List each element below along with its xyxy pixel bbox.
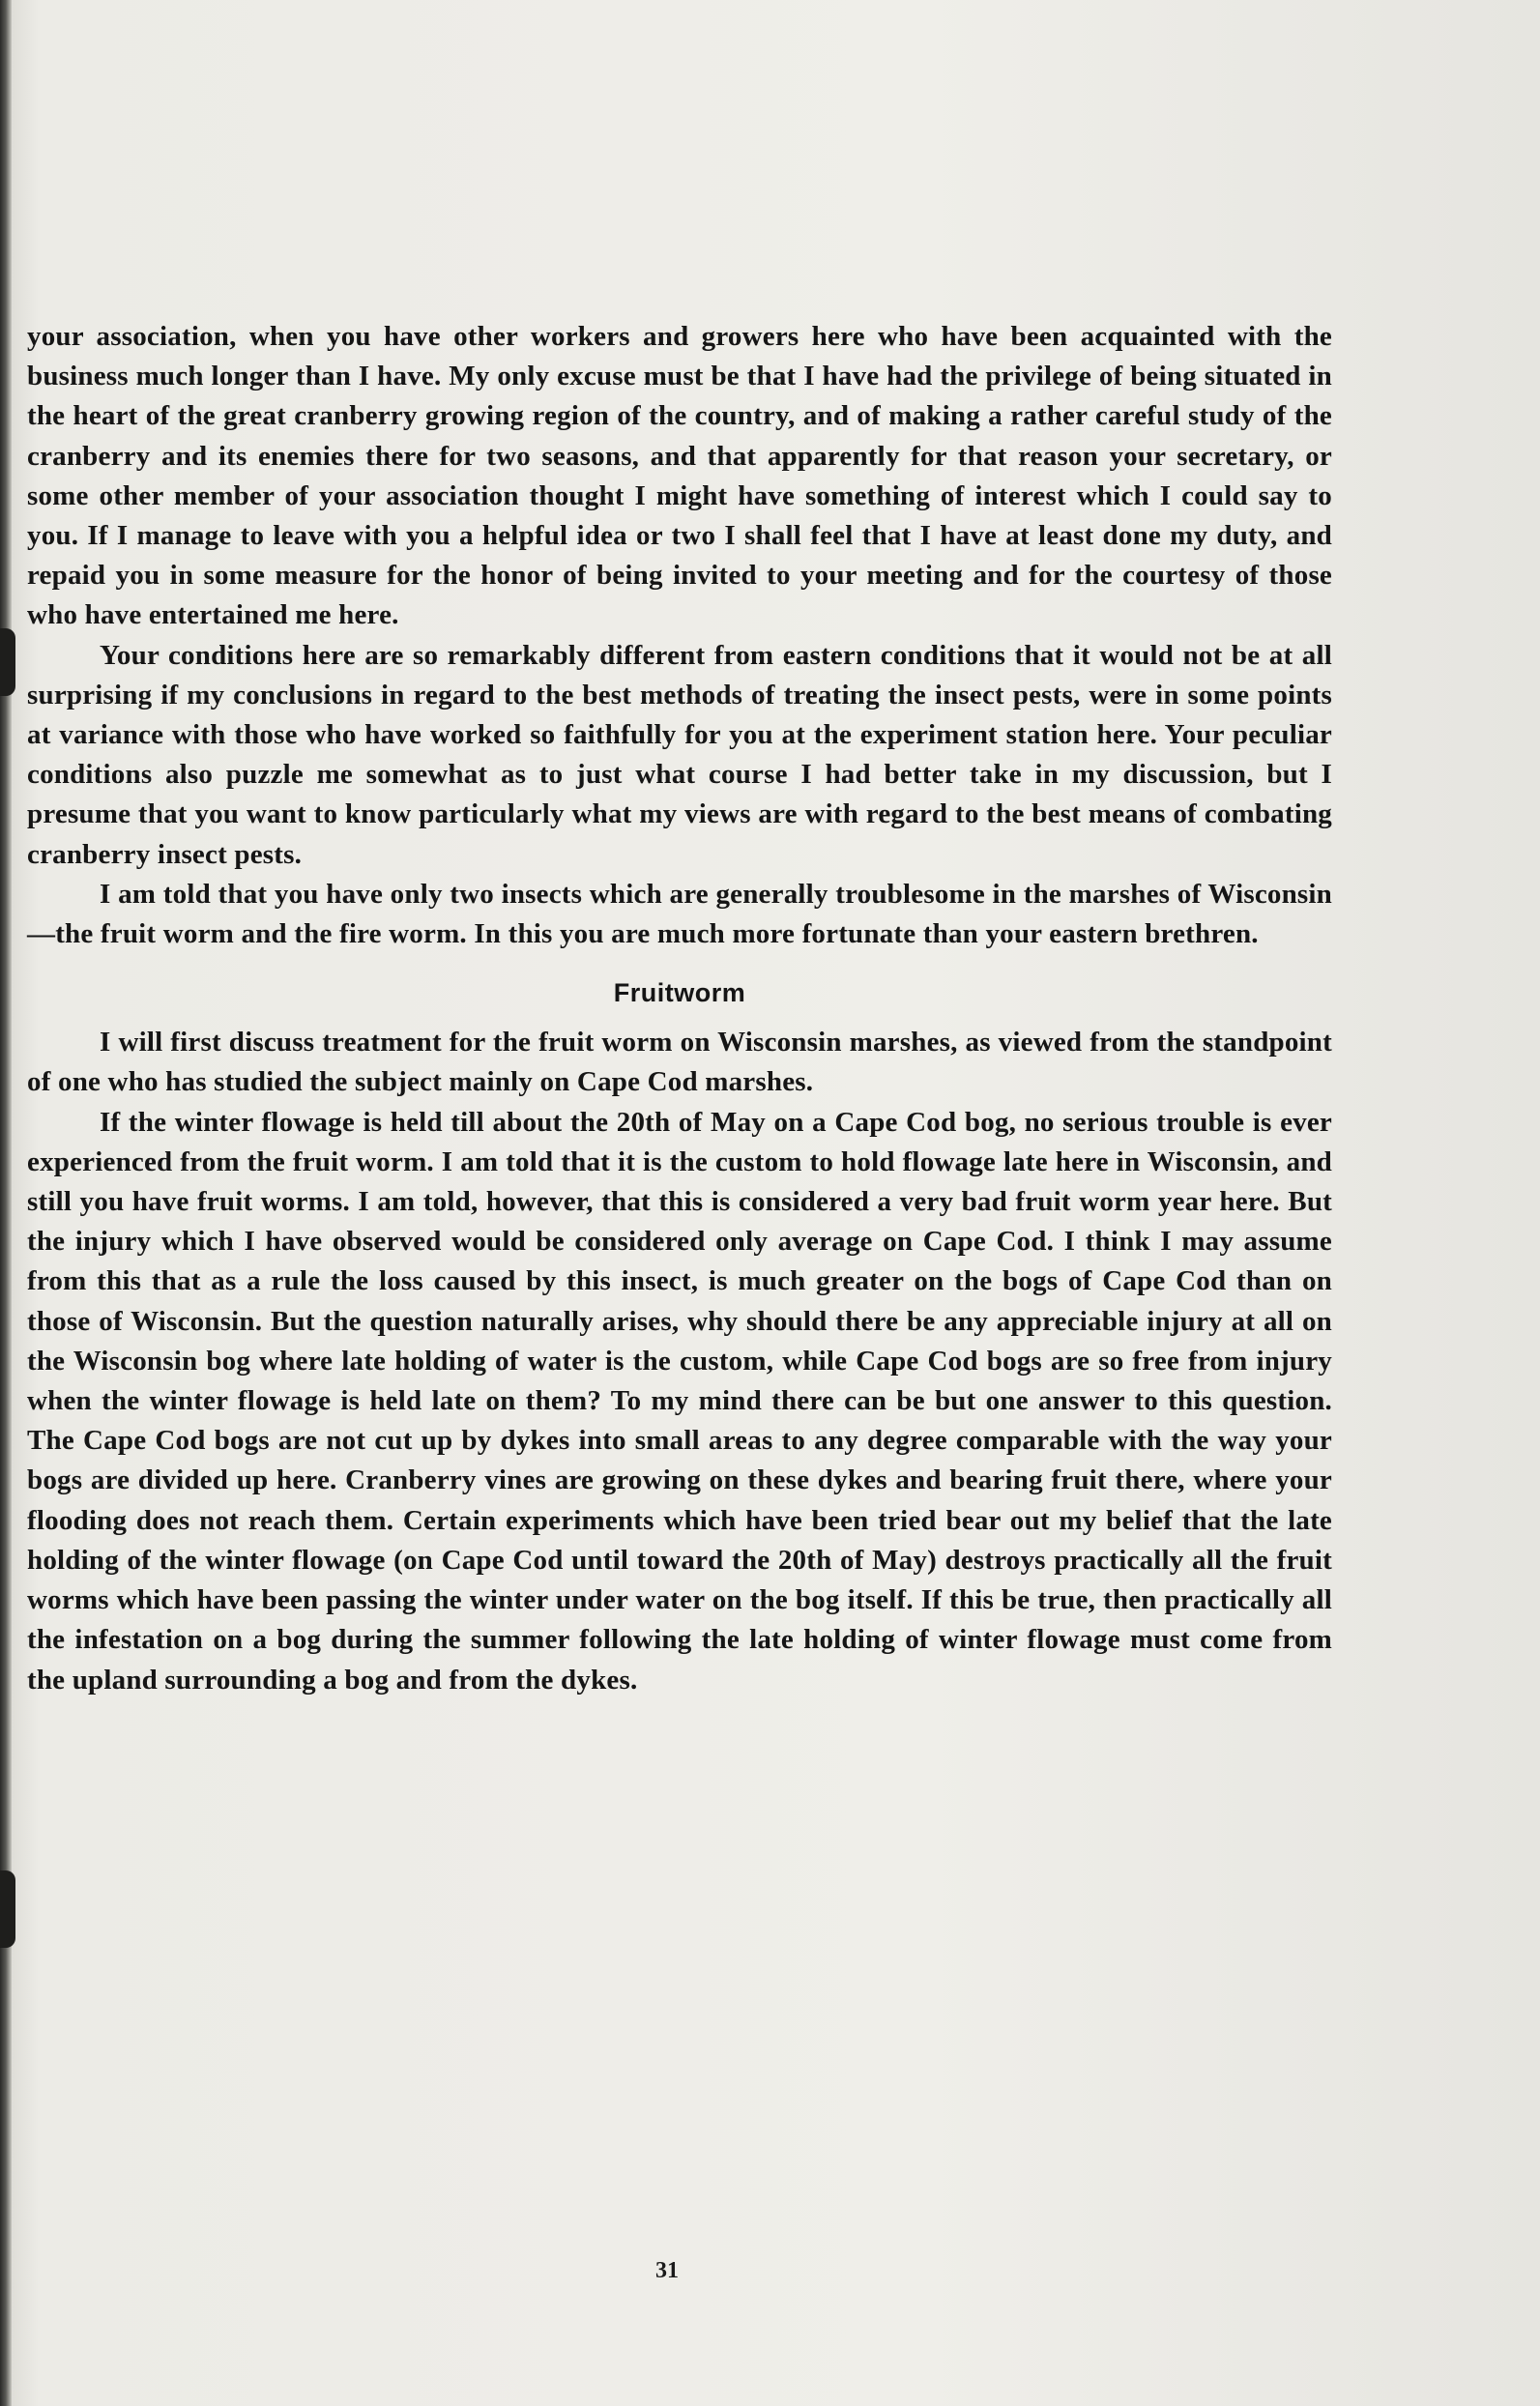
paragraph-intro-continuation: your association, when you have other workers and growers here who have been acquainted with the business much longer than I have. My only excuse must be that I have had the privilege of being situated in the heart of the great cranberry growing region of the country, and of making a rather careful study of the cranberry and its enemies there for two seasons, and that apparently for that reason your secretary, or some other member of your association thought I might have something of interest which I could say to you. If I manage to leave with you a helpful idea or two I shall feel that I have at least done my duty, and repaid you in some measure for the honor of being invited to your meeting and for the courtesy of those who have entertained me here.	[27, 321, 1332, 631]
page-binding-edge	[0, 0, 12, 2406]
paragraph-fruitworm-intro: I will first discuss treatment for the fruit worm on Wisconsin marshes, as viewed from the standpoint of one who has studied the subject mainly on Cape Cod marshes.	[27, 1027, 1332, 1098]
paragraph-conditions: Your conditions here are so remarkably different from eastern conditions that it would not be at all surprising if my conclusions in regard to the best methods of treating the insect pests, were in some points at variance with those who have worked so faithfully for you at the experiment station here. Your peculiar conditions also puzzle me somewhat as to just what course I had better take in my discussion, but I presume that you want to know particularly what my views are with regard to the best means of combating cranberry insect pests.	[27, 639, 1332, 870]
binding-shadow	[0, 1870, 15, 1948]
page-body-text	[27, 317, 1332, 1700]
paragraph-two-insects: I am told that you have only two insects which are generally troublesome in the marshes of Wisconsin—the fruit worm and the fire worm. In this you are much more fortunate than your eastern brethren.	[27, 878, 1332, 950]
binding-shadow	[0, 628, 15, 696]
section-heading: Fruitworm	[613, 978, 746, 1008]
paragraph-winter-flowage: If the winter flowage is held till about the 20th of May on a Cape Cod bog, no serious trouble is ever experienced from the fruit worm. I am told that it is the custom to hold flowage late here in Wisconsin, and still you have fruit worms. I am told, however, that this is considered a very bad fruit worm year here. But the injury which I have observed would be considered only average on Cape Cod. I think I may assume from this that as a rule the loss caused by this insect, is much greater on the bogs of Cape Cod than on those of Wisconsin. But the question naturally arises, why should there be any appreciable injury at all on the Wisconsin bog where late holding of water is the custom, while Cape Cod bogs are so free from injury when the winter flowage is held late on them? To my mind there can be but one answer to this question. The Cape Cod bogs are not cut up by dykes into small areas to any degree comparable with the way your bogs are divided up here. Cranberry vines are growing on these dykes and bearing fruit there, where your flooding does not reach them. Certain experiments which have been tried bear out my belief that the late holding of the winter flowage (on Cape Cod until toward the 20th of May) destroys practically all the fruit worms which have been passing the winter under water on the bog itself. If this be true, then practically all the infestation on a bog during the summer following the late holding of winter flowage must come from the upland surrounding a bog and from the dykes.	[27, 1106, 1332, 1696]
page-number: 31	[655, 2258, 679, 2283]
